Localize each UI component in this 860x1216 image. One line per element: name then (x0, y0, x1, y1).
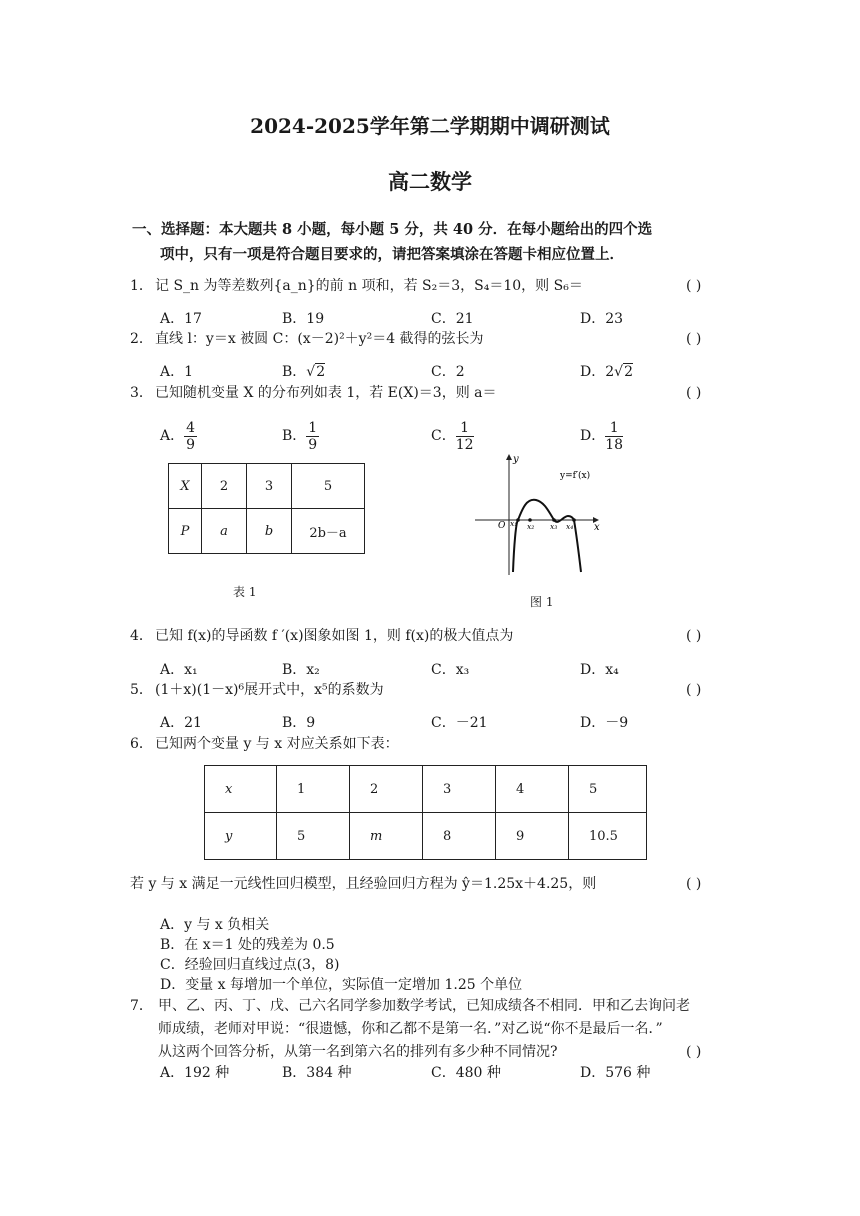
table-cell (202, 509, 247, 554)
x-axis-label: x (594, 522, 600, 533)
regression-table (204, 765, 647, 860)
cell-text: P (180, 523, 190, 539)
q7-number: 7． (130, 998, 153, 1014)
origin-label: O (498, 521, 506, 531)
q6-stem: 已知两个变量 y 与 x 对应关系如下表： (155, 736, 399, 752)
q7-line3: 从这两个回答分析，从第一名到第六名的排列有多少种不同情况? (158, 1044, 558, 1060)
distribution-table (168, 463, 365, 554)
table-cell: 5 (569, 766, 647, 813)
table-cell: 2b－a (292, 509, 365, 554)
table-cell (169, 464, 202, 509)
curve-line (513, 500, 581, 572)
q3-option-d-fraction (605, 420, 623, 453)
q2-stem: 直线 l：y＝x 被圆 C：(x－2)²＋y²＝4 截得的弦长为 (155, 331, 484, 347)
point-label-x1: x₁ (510, 519, 518, 528)
point-label-x3: x₃ (550, 522, 558, 531)
q1-option-d: D．23 (580, 311, 624, 327)
q1-answer-paren: ( ) (686, 278, 702, 294)
table-cell: 2 (350, 766, 423, 813)
q4-answer-paren: ( ) (686, 628, 702, 644)
q7-option-a: A．192 种 (160, 1065, 230, 1081)
table-cell (205, 813, 277, 860)
q2-option-d (580, 362, 633, 382)
table-cell: 9 (496, 813, 569, 860)
q1-stem: 记 S_n 为等差数列{a_n}的前 n 项和，若 S₂＝3，S₄＝10，则 S₆＝ (155, 278, 583, 294)
cell-text: m (370, 828, 383, 844)
table-row (205, 813, 647, 860)
cell-text: X (180, 478, 190, 494)
q1-option-a: A．17 (160, 311, 202, 327)
q7-option-c: C．480 种 (431, 1065, 501, 1081)
q7-line1: 甲、乙、丙、丁、戊、己六名同学参加数学考试，已知成绩各不相同．甲和乙去询问老 (158, 998, 690, 1014)
table-cell: 5 (292, 464, 365, 509)
point-label-x2: x₂ (527, 522, 535, 531)
q2-answer-paren: ( ) (686, 331, 702, 347)
q5-option-a: A．21 (160, 715, 202, 731)
fraction-numerator: 1 (308, 419, 318, 436)
sqrt-symbol: √ (306, 364, 316, 380)
q3-stem: 已知随机变量 X 的分布列如表 1，若 E(X)＝3，则 a＝ (155, 385, 497, 401)
table-cell: 1 (277, 766, 350, 813)
y-axis-label: y (513, 454, 519, 465)
section-heading-line2: 项中，只有一项是符合题目要求的，请把答案填涂在答题卡相应位置上． (160, 246, 624, 263)
q7-option-b: B．384 种 (282, 1065, 352, 1081)
function-label: y=f′(x) (560, 471, 591, 481)
table-cell (169, 509, 202, 554)
table-cell: 10.5 (569, 813, 647, 860)
q6-option-b: B．在 x＝1 处的残差为 0.5 (160, 937, 335, 953)
q1-option-c: C．21 (431, 311, 474, 327)
q7-line2: 师成绩，老师对甲说：“很遗憾，你和乙都不是第一名．”对乙说“你不是最后一名．” (158, 1021, 663, 1037)
q5-answer-paren: ( ) (686, 682, 702, 698)
q6-number: 6． (130, 736, 153, 752)
q2-option-d-radicand: 2 (624, 364, 633, 380)
cell-text: x (225, 781, 233, 797)
q3-option-b (282, 418, 319, 454)
q3-option-d (580, 418, 623, 454)
fraction-denominator: 12 (455, 436, 474, 453)
table-row (169, 509, 365, 554)
q5-option-d: D．－9 (580, 715, 629, 731)
q2-option-a: A．1 (160, 364, 194, 380)
q1-option-b: B．19 (282, 311, 325, 327)
q3-answer-paren: ( ) (686, 385, 702, 401)
point-label-x4: x₄ (566, 522, 574, 531)
q6-answer-paren: ( ) (686, 876, 702, 892)
table-row (169, 464, 365, 509)
q3-option-c-label: C． (431, 428, 456, 444)
fraction-numerator: 1 (456, 420, 474, 437)
cell-text: a (220, 523, 228, 539)
q7-option-d: D．576 种 (580, 1065, 651, 1081)
table-cell: 2 (202, 464, 247, 509)
q6-option-d: D．变量 x 每增加一个单位，实际值一定增加 1.25 个单位 (160, 977, 523, 993)
table-cell: 3 (247, 464, 292, 509)
q3-option-a-fraction (184, 420, 197, 453)
document-title: 2024-2025学年第二学期期中调研测试 (250, 114, 610, 138)
q6-option-a: A．y 与 x 负相关 (160, 917, 270, 933)
q6-continuation: 若 y 与 x 满足一元线性回归模型，且经验回归方程为 ŷ＝1.25x＋4.25，则 (130, 876, 597, 892)
fraction-denominator: 9 (308, 436, 318, 453)
section-heading-line1: 一、选择题：本大题共 8 小题，每小题 5 分，共 40 分．在每小题给出的四个选 (132, 221, 653, 238)
q4-number: 4． (130, 628, 153, 644)
q2-number: 2． (130, 331, 153, 347)
derivative-graph (470, 450, 610, 580)
q3-option-c (431, 418, 474, 454)
q1-number: 1． (130, 278, 153, 294)
table-row (205, 766, 647, 813)
q5-number: 5． (130, 682, 153, 698)
q3-option-c-fraction (456, 420, 474, 453)
table-cell: 3 (423, 766, 496, 813)
table1-caption: 表 1 (233, 585, 257, 599)
fraction-denominator: 18 (605, 436, 624, 453)
q3-option-d-label: D． (580, 428, 606, 444)
sqrt-symbol: √ (614, 364, 624, 380)
q4-option-c: C．x₃ (431, 662, 470, 678)
table-cell: 5 (277, 813, 350, 860)
q7-answer-paren: ( ) (686, 1044, 702, 1060)
table-cell (247, 509, 292, 554)
q3-option-b-fraction (306, 420, 319, 453)
q6-option-c: C．经验回归直线过点(3，8) (160, 957, 340, 973)
q2-option-b-label: B． (282, 364, 307, 380)
q3-option-a (160, 418, 197, 454)
q3-number: 3． (130, 385, 153, 401)
q3-option-a-label: A． (160, 428, 185, 444)
q4-option-d: D．x₄ (580, 662, 619, 678)
q2-option-d-label: D．2 (580, 364, 615, 380)
q4-option-b: B．x₂ (282, 662, 320, 678)
table-cell (205, 766, 277, 813)
q5-option-c: C．－21 (431, 715, 488, 731)
figure1-caption: 图 1 (530, 595, 554, 609)
fraction-denominator: 9 (186, 436, 196, 453)
table-cell (350, 813, 423, 860)
q5-stem: (1＋x)(1－x)⁶展开式中，x⁵的系数为 (155, 682, 384, 698)
cell-text: b (264, 523, 274, 539)
q2-option-b-radicand: 2 (316, 364, 326, 380)
table-cell: 8 (423, 813, 496, 860)
q3-option-b-label: B． (282, 428, 307, 444)
cell-text: y (225, 828, 233, 844)
q2-option-c: C．2 (431, 364, 465, 380)
q5-option-b: B．9 (282, 715, 316, 731)
q2-option-b (282, 362, 325, 382)
fraction-numerator: 1 (605, 420, 623, 437)
document-subtitle: 高二数学 (388, 169, 472, 194)
fraction-numerator: 4 (186, 419, 196, 436)
table-cell: 4 (496, 766, 569, 813)
q4-option-a: A．x₁ (160, 662, 198, 678)
q4-stem: 已知 f(x)的导函数 f ′(x)图象如图 1，则 f(x)的极大值点为 (155, 628, 514, 644)
